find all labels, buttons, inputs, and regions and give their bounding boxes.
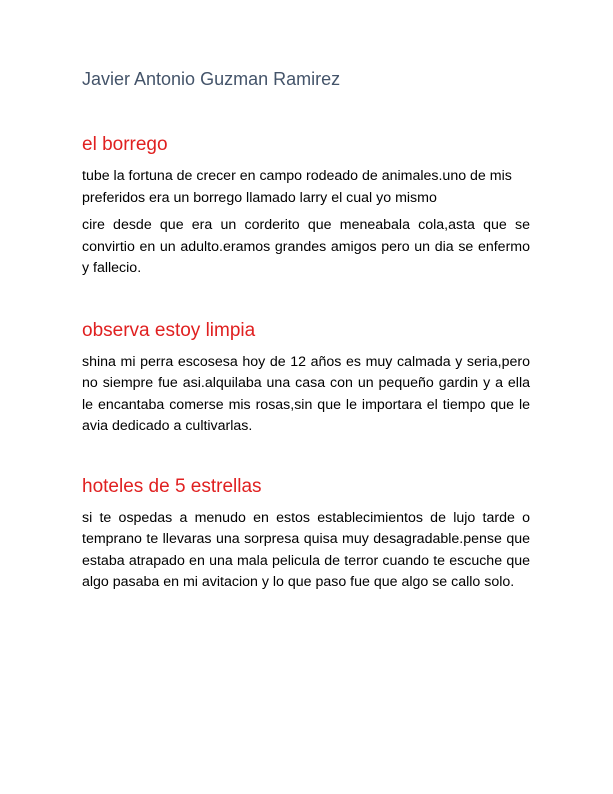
section-el-borrego — [82, 132, 530, 280]
section-hoteles-de-5-estrellas — [82, 474, 530, 594]
document-body — [82, 66, 530, 622]
paragraph: tube la fortuna de crecer en campo rodeado de animales.uno de mis preferidos era un borrego llamado larry el cual yo mismo — [82, 168, 512, 206]
section-observa-estoy-limpia — [82, 318, 530, 438]
paragraph: si te ospedas a menudo en estos establecimientos de lujo tarde o temprano te llevaras una sorpresa quisa muy desagradable.pense que estaba atrapado en una mala pelicula de terror cuando te escuche que algo pasaba en mi avitacion y lo que paso fue que algo se callo solo. — [82, 509, 530, 590]
section-heading: el borrego — [82, 134, 168, 155]
section-heading: hoteles de 5 estrellas — [82, 475, 262, 497]
paragraph: cire desde que era un corderito que meneabala cola,asta que se convirtio en un adulto.eramos grandes amigos pero un dia se enfermo y fallecio. — [82, 217, 530, 276]
section-heading: observa estoy limpia — [82, 319, 256, 341]
author-name: Javier Antonio Guzman Ramirez — [82, 69, 341, 89]
paragraph: shina mi perra escosesa hoy de 12 años es muy calmada y seria,pero no siempre fue asi.alquilaba una casa con un pequeño gardin y a ella le encantaba comerse mis rosas,sin que le importara el tiempo que le avia dedicado a cultivarlas. — [82, 353, 530, 434]
